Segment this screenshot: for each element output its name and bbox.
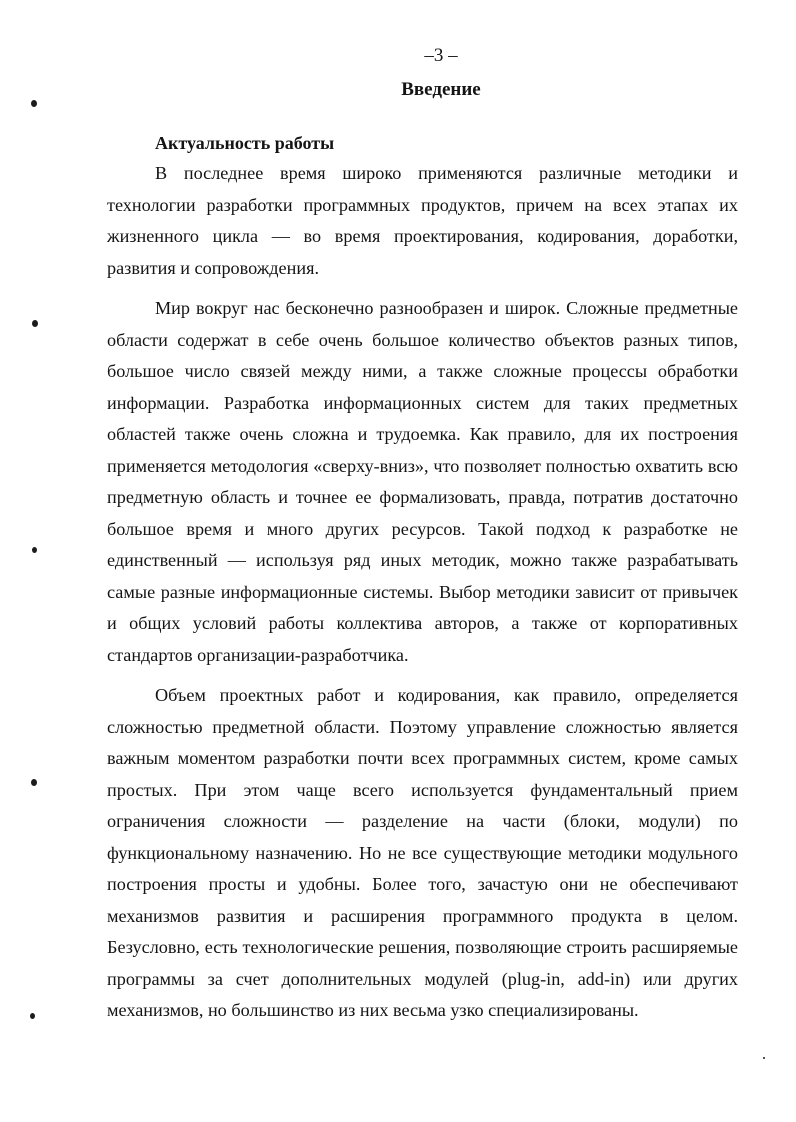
binding-hole-mark — [31, 779, 37, 786]
page-number: –3 – — [424, 45, 458, 66]
paragraph: В последнее время широко применяются различные методики и технологии разработки программных продуктов, причем на всех этапах их жизненного цикла — во время проектирования, кодирования, доработки, развития и сопровождения. — [107, 163, 738, 278]
page-title: Введение — [401, 79, 481, 100]
scan-speck — [763, 1057, 765, 1059]
binding-hole-mark — [32, 320, 38, 327]
binding-hole-mark — [30, 1013, 35, 1019]
paragraph: Мир вокруг нас бесконечно разнообразен и широк. Сложные предметные области содержат в себе очень большое количество объектов разных типов, большое число связей между ними, а также сложные процессы обработки информации. Разработка информационных систем для таких предметных областей также очень сложна и трудоемка. Как правило, для их построения применяется методология «сверху-вниз», что позволяет полностью охватить всю предметную область и точнее ее формализовать, правда, потратив достаточно большое время и много других ресурсов. Такой подход к разработке не единственный — используя ряд иных методик, можно также разрабатывать самые разные информационные системы. Выбор методики зависит от привычек и общих условий работы коллектива авторов, а также от корпоративных стандартов организации-разработчика. — [107, 298, 738, 665]
section-heading: Актуальность работы — [155, 133, 335, 153]
body-text — [107, 128, 738, 1027]
binding-hole-mark — [32, 547, 37, 553]
paragraph: Объем проектных работ и кодирования, как правило, определяется сложностью предметной области. Поэтому управление сложностью является важным моментом разработки почти всех программных систем, кроме самых простых. При этом чаще всего используется фундаментальный прием ограничения сложности — разделение на части (блоки, модули) по функциональному назначению. Но не все существующие методики модульного построения просты и удобны. Более того, зачастую они не обеспечивают механизмов развития и расширения программного продукта в целом. Безусловно, есть технологические решения, позволяющие строить расширяемые программы за счет дополнительных модулей (plug-in, add-in) или других механизмов, но большинство из них весьма узко специализированы. — [107, 685, 738, 1020]
